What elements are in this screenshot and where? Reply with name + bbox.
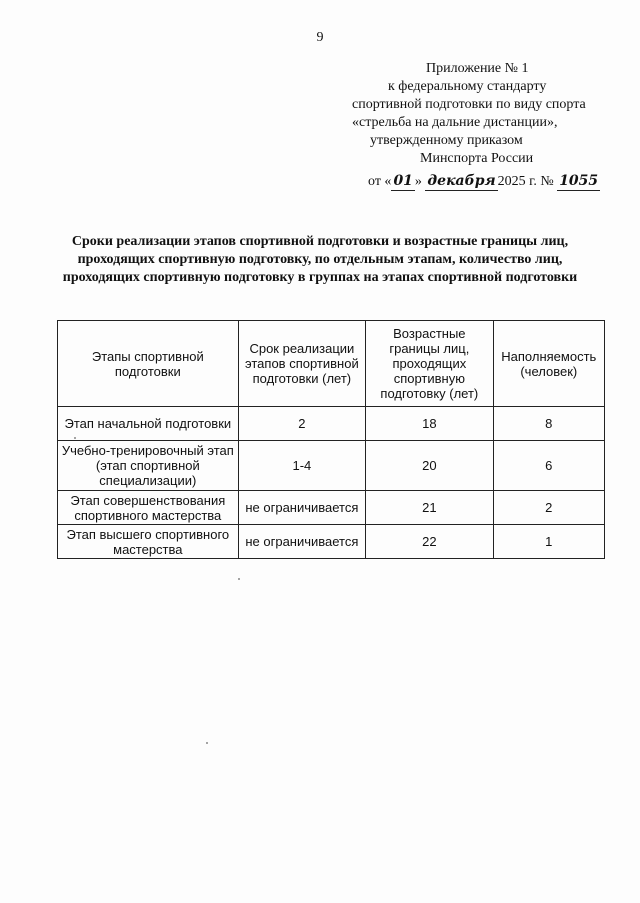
cell-capacity: 6 xyxy=(493,441,604,491)
header-capacity: Наполняемость (человек) xyxy=(493,321,604,407)
appendix-line-1: Приложение № 1 xyxy=(426,61,529,76)
scan-speck xyxy=(238,578,240,580)
cell-duration: 1-4 xyxy=(238,441,365,491)
order-date-line xyxy=(368,172,640,191)
table-row xyxy=(58,441,605,491)
date-day-close: » xyxy=(414,174,422,189)
table-row xyxy=(58,525,605,559)
cell-stage: Этап совершенствования спортивного мастерства xyxy=(58,491,239,525)
appendix-line-6: Минспорта России xyxy=(420,151,534,166)
cell-age: 20 xyxy=(366,441,493,491)
cell-duration: не ограничивается xyxy=(238,525,365,559)
table-row xyxy=(58,491,605,525)
cell-capacity: 2 xyxy=(493,491,604,525)
appendix-line-5: утвержденному приказом xyxy=(370,133,523,148)
cell-capacity: 1 xyxy=(493,525,604,559)
table-header-row xyxy=(58,321,605,407)
scan-speck xyxy=(74,437,76,439)
cell-stage: Этап начальной подготовки xyxy=(58,407,239,441)
handwritten-day: 01 xyxy=(393,173,413,189)
handwritten-month: декабря xyxy=(427,173,496,189)
cell-age: 21 xyxy=(366,491,493,525)
document-title: Сроки реализации этапов спортивной подготовки и возрастные границы лиц, проходящих спортивную подготовку, по отдельным этапам, количество лиц, проходящих спортивную подготовку в группах на этапах спортивной подготовки xyxy=(62,234,578,285)
scan-speck xyxy=(206,742,208,744)
appendix-line-4: «стрельба на дальние дистанции», xyxy=(352,115,558,130)
page-number: 9 xyxy=(316,30,324,45)
cell-duration: 2 xyxy=(238,407,365,441)
header-age: Возрастные границы лиц, проходящих спортивную подготовку (лет) xyxy=(366,321,493,407)
appendix-line-2: к федеральному стандарту xyxy=(388,79,547,94)
cell-capacity: 8 xyxy=(493,407,604,441)
date-year: 2025 г. № xyxy=(497,174,554,189)
date-prefix: от « xyxy=(368,174,392,189)
cell-age: 18 xyxy=(366,407,493,441)
handwritten-order-number: 1055 xyxy=(559,173,599,189)
stages-table xyxy=(57,320,605,559)
header-stage: Этапы спортивной подготовки xyxy=(58,321,239,407)
appendix-block xyxy=(330,60,640,191)
header-duration: Срок реализации этапов спортивной подготовки (лет) xyxy=(238,321,365,407)
cell-age: 22 xyxy=(366,525,493,559)
cell-duration: не ограничивается xyxy=(238,491,365,525)
appendix-line-3: спортивной подготовки по виду спорта xyxy=(352,97,586,112)
table-row xyxy=(58,407,605,441)
cell-stage: Этап высшего спортивного мастерства xyxy=(58,525,239,559)
cell-stage: Учебно-тренировочный этап (этап спортивной специализации) xyxy=(58,441,239,491)
